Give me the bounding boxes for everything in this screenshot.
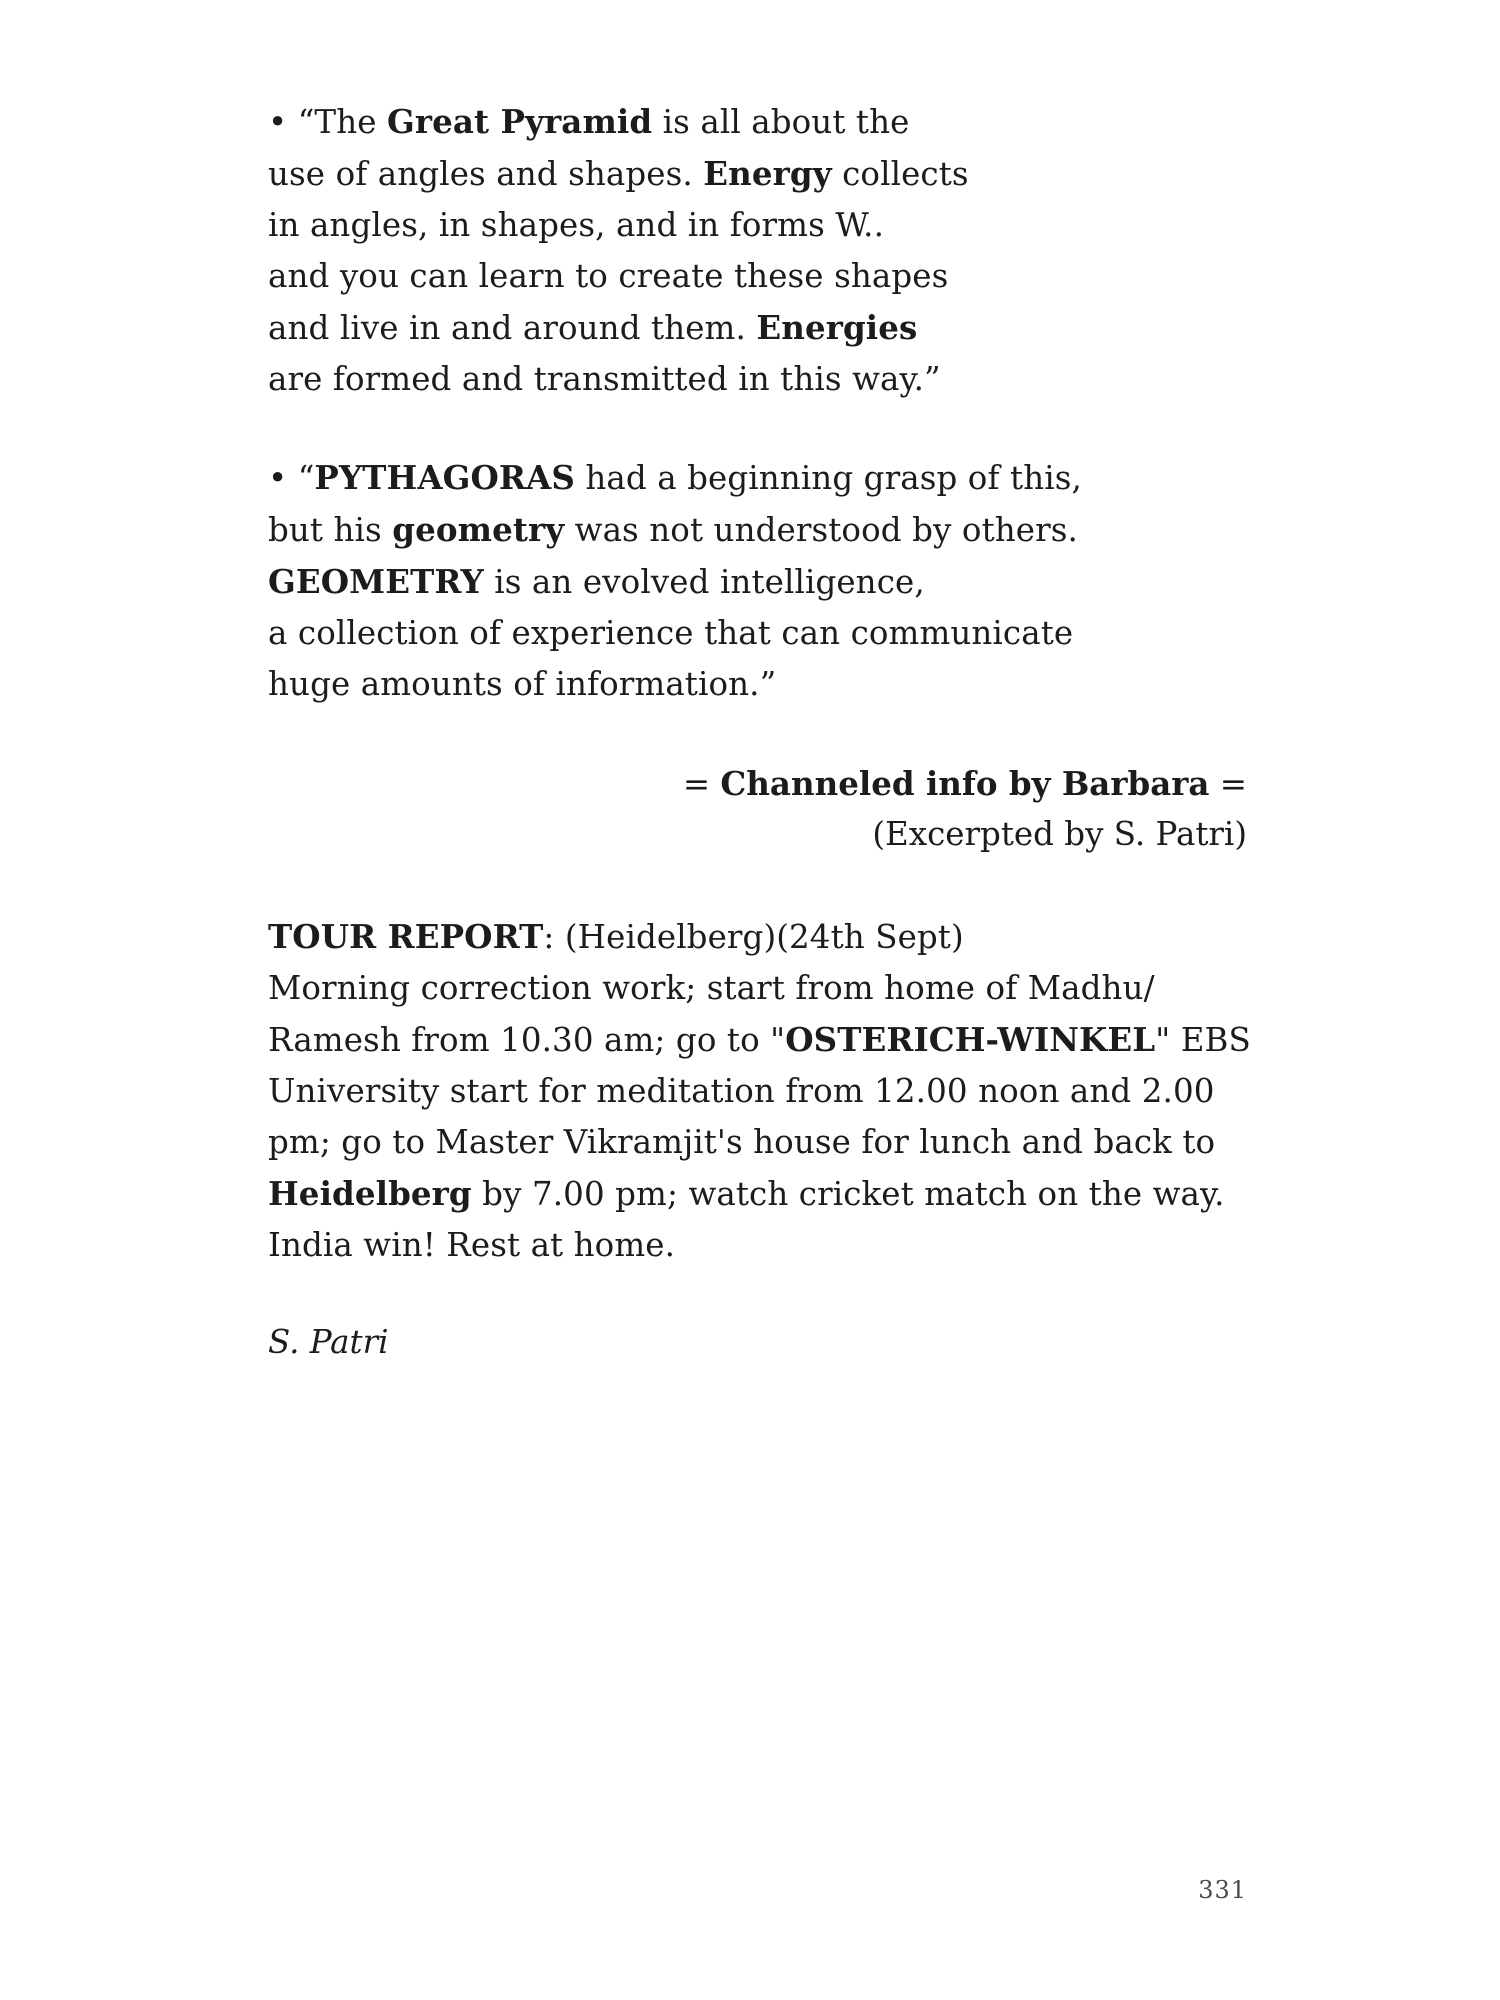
bold-term: geometry — [392, 510, 565, 549]
text-line — [268, 148, 969, 200]
text-run: Ramesh from 10.30 am; go to " — [268, 1021, 786, 1059]
text-line: University start for meditation from 12.00 noon and 2.00 — [268, 1072, 1215, 1110]
text-run: is an evolved intelligence, — [483, 563, 925, 601]
text-line: Morning correction work; start from home of Madhu/ — [268, 969, 1155, 1007]
text-run: and live in and around them. — [268, 309, 757, 347]
text-line: a collection of experience that can communicate — [268, 614, 1074, 652]
text-line: India win! Rest at home. — [268, 1226, 676, 1264]
text-line — [268, 96, 969, 148]
bold-term: Energies — [756, 308, 918, 347]
text-run: = — [1209, 765, 1247, 803]
text-line: pm; go to Master Vikramjit's house for lunch and back to — [268, 1123, 1216, 1161]
text-run: : (Heidelberg)(24th Sept) — [543, 918, 964, 956]
text-line — [268, 1014, 1251, 1066]
text-run: collects — [831, 155, 969, 193]
text-line — [268, 302, 969, 354]
bold-term: OSTERICH-WINKEL — [785, 1020, 1156, 1059]
bold-term: Channeled info by Barbara — [720, 764, 1210, 803]
text-line — [268, 911, 1251, 963]
text-line — [268, 452, 1082, 504]
channeled-attribution — [683, 758, 1247, 810]
page-number: 331 — [1198, 1876, 1247, 1904]
text-run: by 7.00 pm; watch cricket match on the way. — [471, 1175, 1225, 1213]
text-line: are formed and transmitted in this way.” — [268, 360, 941, 398]
excerpt-credit: (Excerpted by S. Patri) — [872, 815, 1247, 853]
text-line: in angles, in shapes, and in forms W.. — [268, 206, 884, 244]
report-heading: TOUR REPORT — [268, 917, 544, 956]
text-line — [268, 504, 1082, 556]
great-pyramid-quote — [268, 96, 969, 405]
author-signature: S. Patri — [268, 1323, 389, 1361]
tour-report — [268, 911, 1251, 1271]
bold-term: PYTHAGORAS — [314, 458, 575, 497]
text-line — [268, 556, 1082, 608]
text-line: and you can learn to create these shapes — [268, 257, 949, 295]
text-line — [268, 1168, 1251, 1220]
text-run: use of angles and shapes. — [268, 155, 704, 193]
pythagoras-quote — [268, 452, 1082, 710]
bold-term: Great Pyramid — [387, 102, 653, 141]
text-run: • “The — [268, 103, 387, 141]
bold-term: Energy — [703, 154, 832, 193]
text-run: " EBS — [1155, 1021, 1251, 1059]
text-run: but his — [268, 511, 393, 549]
text-run: • “ — [268, 459, 315, 497]
text-run: was not understood by others. — [564, 511, 1078, 549]
text-run: = — [682, 765, 721, 803]
text-line: huge amounts of information.” — [268, 665, 777, 703]
text-run: had a beginning grasp of this, — [574, 459, 1082, 497]
bold-term: Heidelberg — [268, 1174, 472, 1213]
bold-term: GEOMETRY — [268, 562, 484, 601]
text-run: is all about the — [652, 103, 910, 141]
